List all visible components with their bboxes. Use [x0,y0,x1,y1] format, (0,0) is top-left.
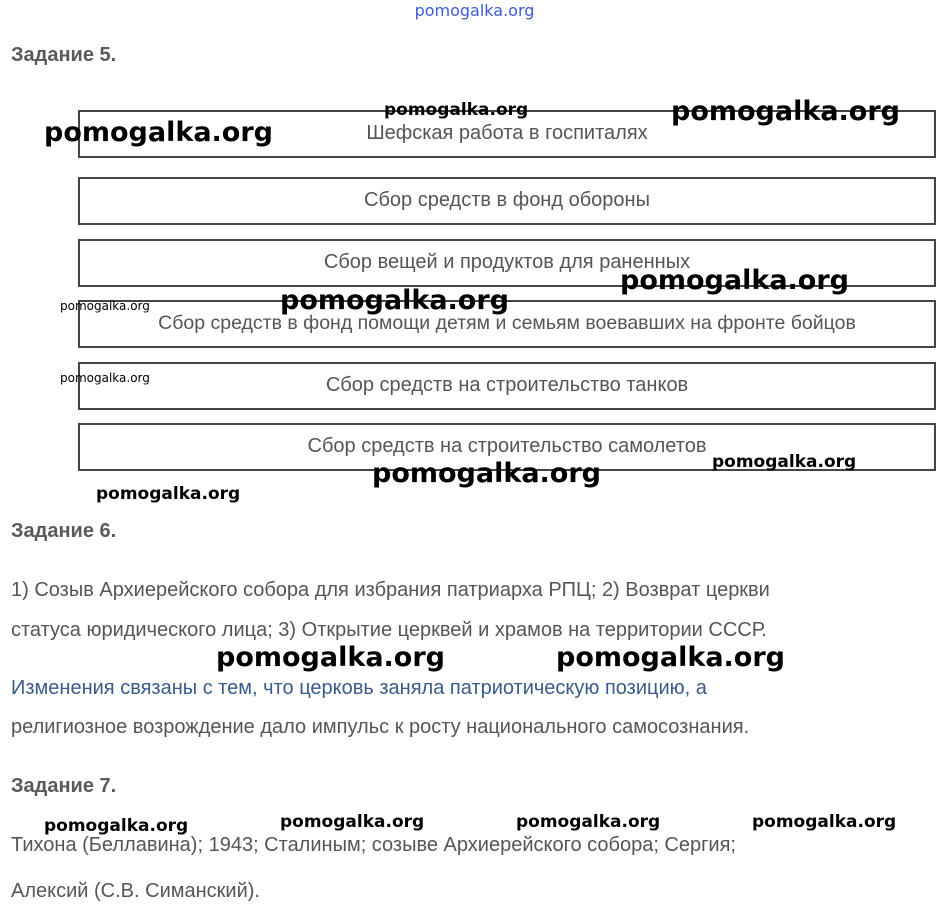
task6-line-1: 1) Созыв Архиерейского собора для избрания патриарха РПЦ; 2) Возврат церкви [11,579,770,601]
watermark: pomogalka.org [372,458,601,489]
watermark: pomogalka.org [556,642,785,673]
task5-item-3: Сбор вещей и продуктов для раненных [78,239,936,287]
watermark: pomogalka.org [752,812,897,832]
watermark: pomogalka.org [516,812,661,832]
task5-item-5: Сбор средств на строительство танков [78,362,936,410]
task5-item-1: Шефская работа в госпиталях [78,110,936,158]
watermark: pomogalka.org [96,484,241,504]
task6-line-4: религиозное возрождение дало импульс к росту национального самосознания. [11,716,750,738]
watermark: pomogalka.org [620,265,849,296]
watermark: pomogalka.org [712,452,857,472]
site-link[interactable]: pomogalka.org [414,1,535,20]
task6-line-2: статуса юридического лица; 3) Открытие церквей и храмов на территории СССР. [11,619,767,641]
task5-heading: Задание 5. [11,44,117,66]
task5-item-6: Сбор средств на строительство самолетов [78,423,936,471]
watermark: pomogalka.org [280,812,425,832]
watermark: pomogalka.org [671,96,900,127]
task5-item-4: Сбор средств в фонд помощи детям и семьям воевавших на фронте бойцов [78,300,936,348]
watermark: pomogalka.org [44,117,273,148]
task5-item-2: Сбор средств в фонд обороны [78,177,936,225]
watermark: pomogalka.org [280,285,509,316]
task7-line-2: Алексий (С.В. Симанский). [11,880,260,902]
task7-heading: Задание 7. [11,775,117,797]
watermark: pomogalka.org [216,642,445,673]
watermark: pomogalka.org [60,299,150,313]
watermark: pomogalka.org [384,100,529,120]
task6-heading: Задание 6. [11,520,117,542]
task7-line-1: Тихона (Беллавина); 1943; Сталиным; созыве Архиерейского собора; Сергия; [11,834,736,856]
watermark: pomogalka.org [44,816,189,836]
task6-line-3: Изменения связаны с тем, что церковь заняла патриотическую позицию, а [11,677,707,699]
watermark: pomogalka.org [60,371,150,385]
